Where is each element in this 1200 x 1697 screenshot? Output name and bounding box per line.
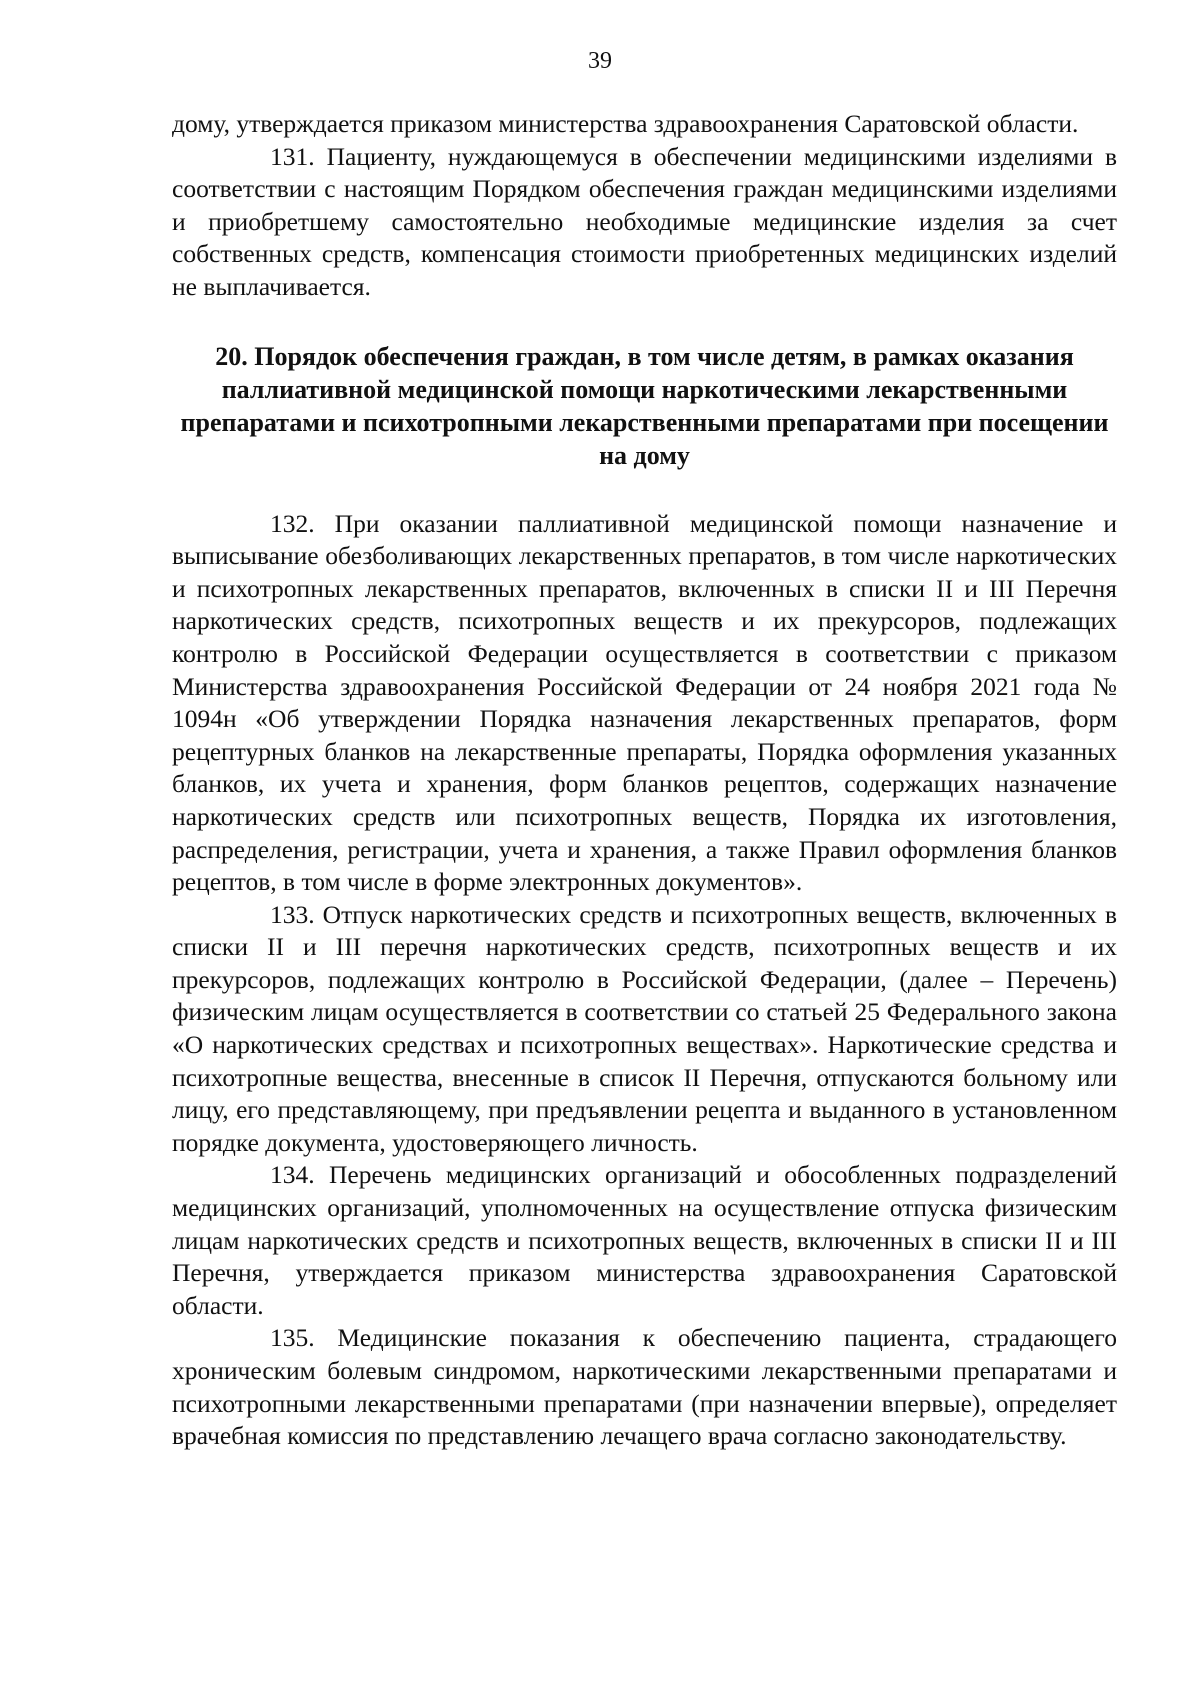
paragraph-135: 135. Медицинские показания к обеспечению пациента, страдающего хроническим болевым синдромом, наркотическими лекарственными препаратами и психотропными лекарственными препаратами (при назначении впервые), определяет врачебная комиссия по представлению лечащего врача согласно законодательству. <box>172 1323 1117 1451</box>
document-body <box>172 108 1117 1453</box>
section-heading-20: 20. Порядок обеспечения граждан, в том числе детям, в рамках оказания паллиативной медицинской помощи наркотическими лекарственными препаратами и психотропными лекарственными препаратами при посещении на дому <box>180 341 1109 470</box>
paragraph-132: 132. При оказании паллиативной медицинской помощи назначение и выписывание обезболивающих лекарственных препаратов, в том числе наркотических и психотропных лекарственных препаратов, включенных в списки II и III Перечня наркотических средств, психотропных веществ и их прекурсоров, подлежащих контролю в Российской Федерации осуществляется в соответствии с приказом Министерства здравоохранения Российской Федерации от 24 ноября 2021 года № 1094н «Об утверждении Порядка назначения лекарственных препаратов, форм рецептурных бланков на лекарственные препараты, Порядка оформления указанных бланков, их учета и хранения, форм бланков рецептов, содержащих назначение наркотических средств или психотропных веществ, Порядка их изготовления, распределения, регистрации, учета и хранения, а также Правил оформления бланков рецептов, в том числе в форме электронных документов». <box>172 508 1117 897</box>
paragraph-131: 131. Пациенту, нуждающемуся в обеспечении медицинскими изделиями в соответствии с настоящим Порядком обеспечения граждан медицинскими изделиями и приобретшему самостоятельно необходимые медицинские изделия за счет собственных средств, компенсация стоимости приобретенных медицинских изделий не выплачивается. <box>172 141 1117 301</box>
paragraph-133: 133. Отпуск наркотических средств и психотропных веществ, включенных в списки II и III перечня наркотических средств, психотропных веществ и их прекурсоров, подлежащих контролю в Российской Федерации, (далее – Перечень) физическим лицам осуществляется в соответствии со статьей 25 Федерального закона «О наркотических средствах и психотропных веществах». Наркотические средства и психотропные вещества, внесенные в список II Перечня, отпускаются больному или лицу, его представляющему, при предъявлении рецепта и выданного в установленном порядке документа, удостоверяющего личность. <box>172 899 1117 1157</box>
paragraph-continuation: дому, утверждается приказом министерства здравоохранения Саратовской области. <box>172 109 1079 138</box>
page-number: 39 <box>588 48 612 74</box>
paragraph-134: 134. Перечень медицинских организаций и обособленных подразделений медицинских организаций, уполномоченных на осуществление отпуска физическим лицам наркотических средств и психотропных веществ, включенных в списки II и III Перечня, утверждается приказом министерства здравоохранения Саратовской области. <box>172 1160 1117 1320</box>
